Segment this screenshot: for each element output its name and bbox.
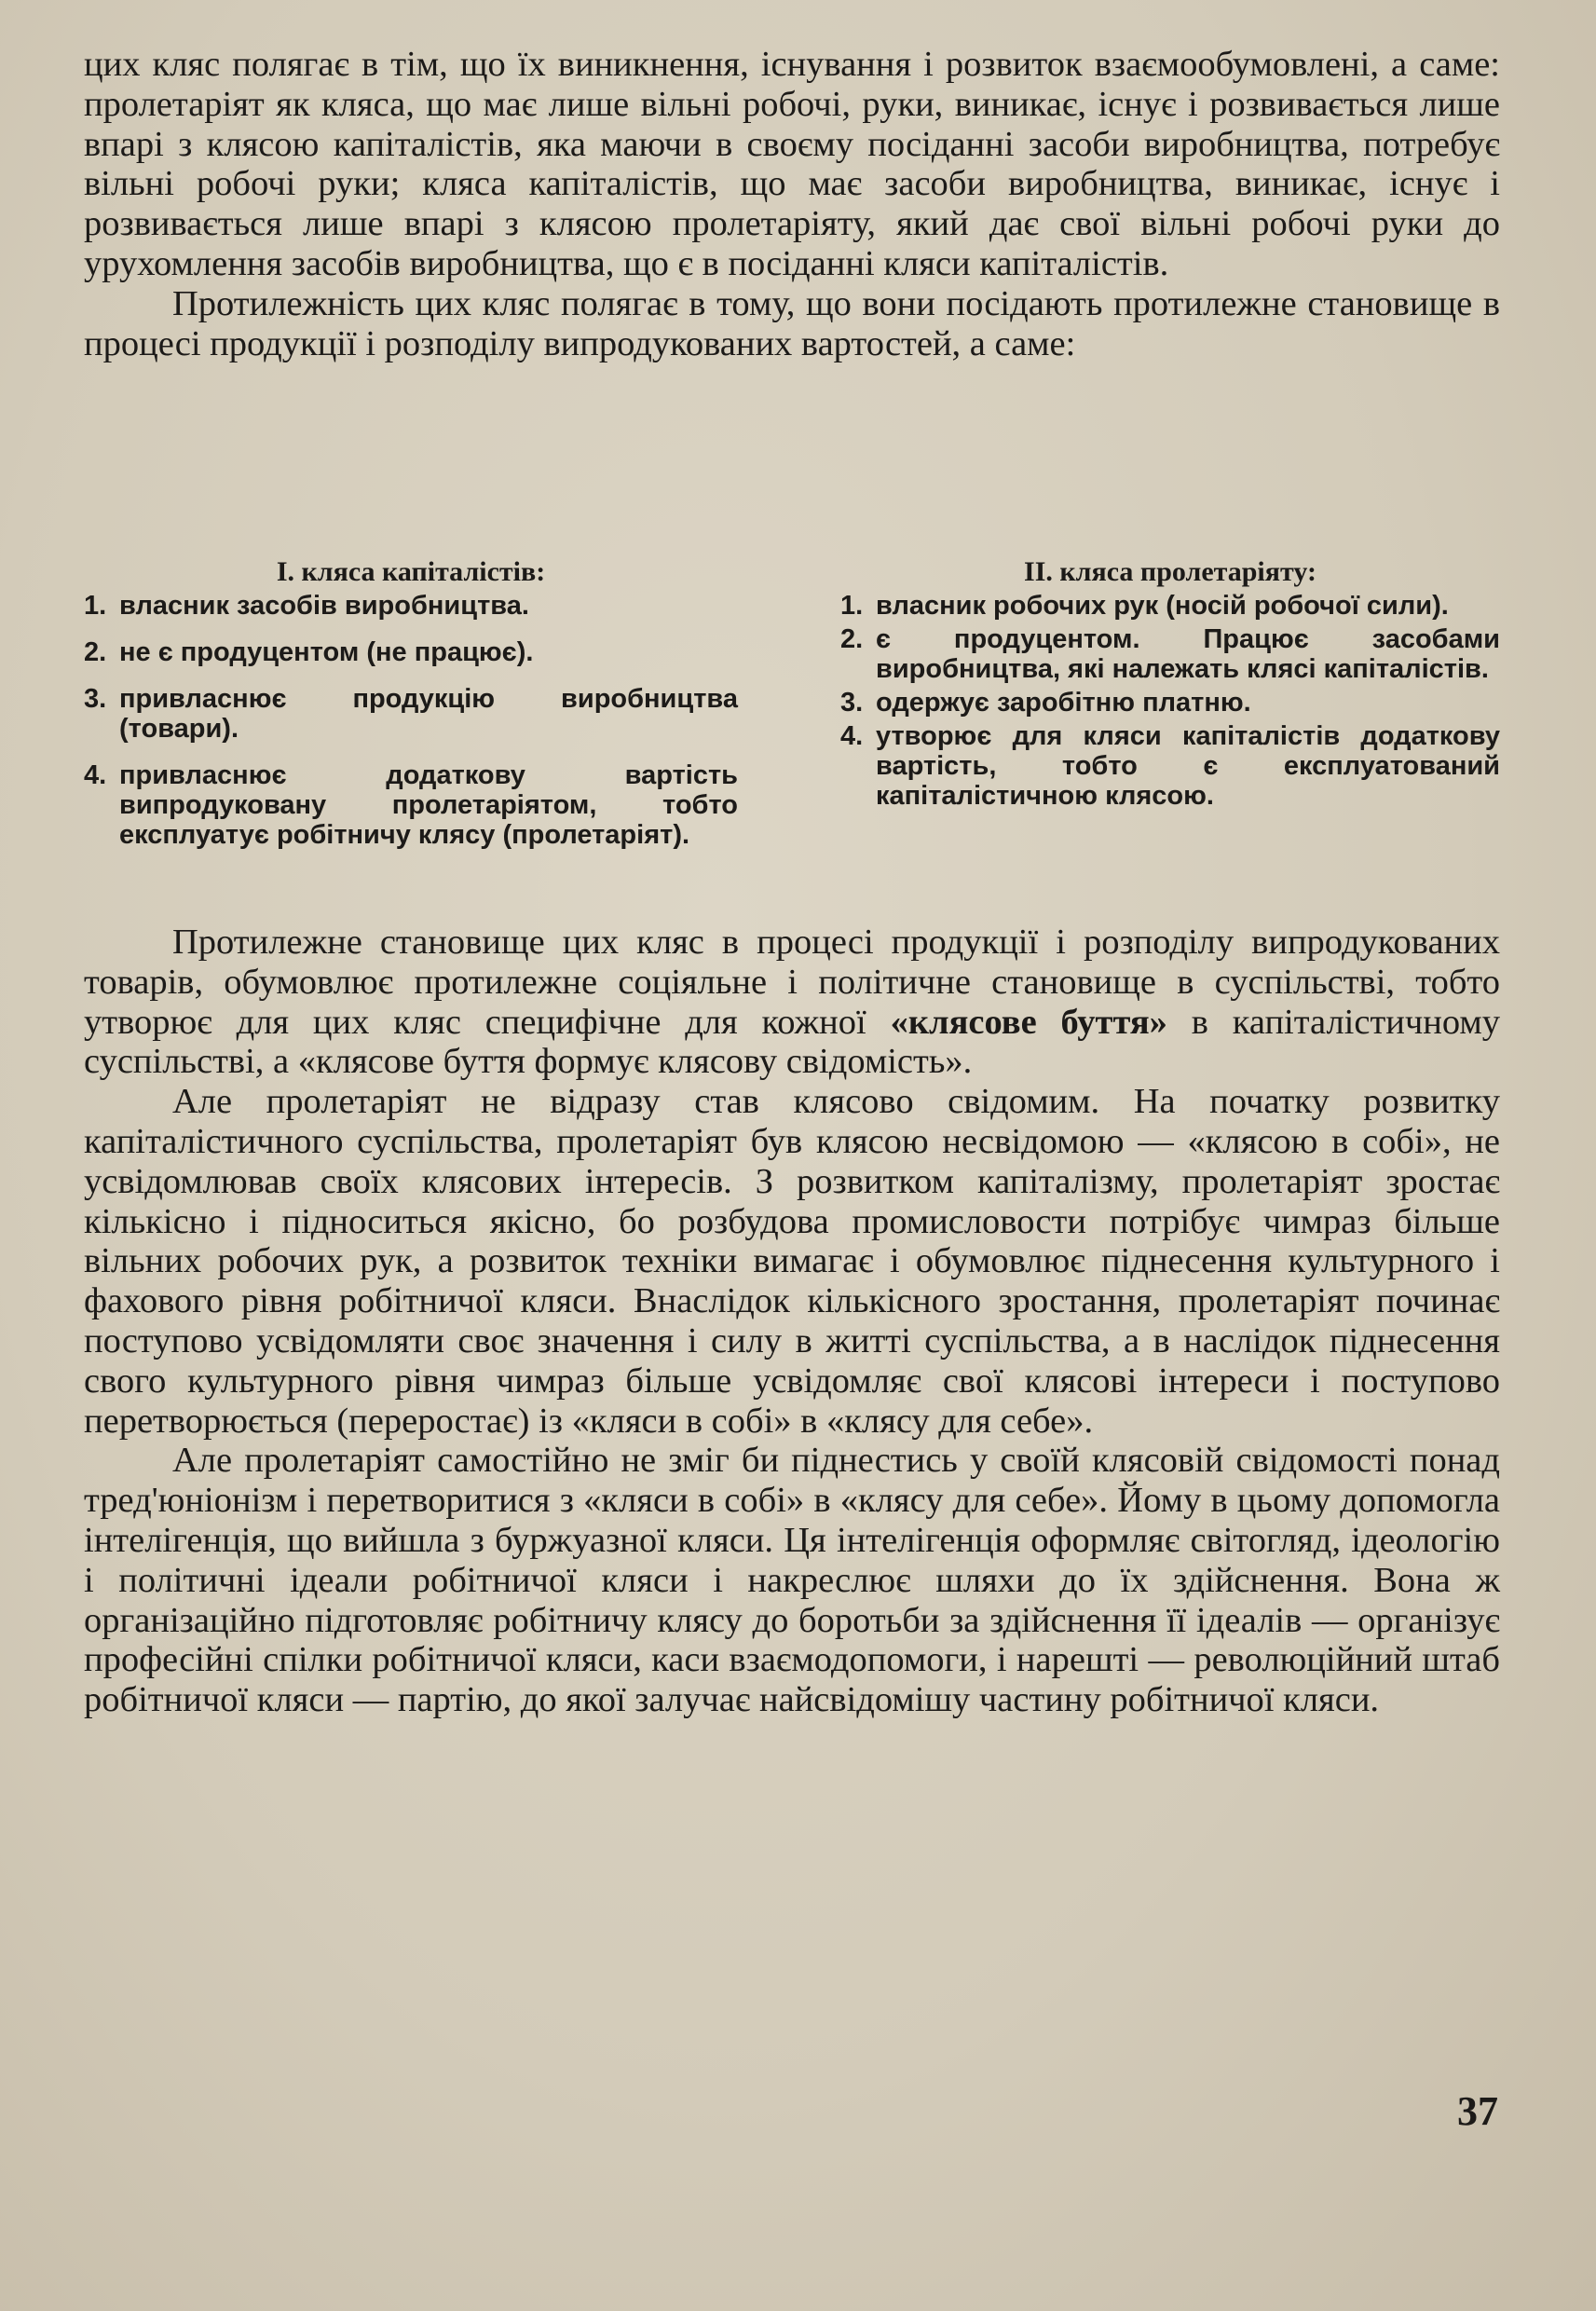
item-text: утворює для кляси капіталістів додаткову вартість, тобто є експлуатований капіталістичною клясою.	[876, 721, 1500, 811]
item-text: не є продуцентом (не працює).	[119, 637, 534, 667]
capitalist-class-title: I. кляса капіталістів:	[276, 556, 546, 587]
item-text: одержує заробітню платню.	[876, 688, 1251, 718]
item-number: 4.	[840, 721, 864, 751]
item-number: 4.	[84, 760, 107, 790]
top-text-block	[84, 45, 1500, 363]
proletariat-class-title: II. кляса пролетаріяту:	[1024, 556, 1316, 587]
item-text: привласнює додаткову вартість випродуковану пролетаріятом, тобто експлуатує робітничу клясу (пролетаріят).	[119, 760, 738, 850]
proletariat-class-list	[840, 591, 1500, 811]
list-item	[84, 591, 738, 621]
list-item	[840, 624, 1500, 684]
item-number: 3.	[840, 688, 864, 718]
item-number: 3.	[84, 684, 107, 714]
capitalist-class-column	[84, 557, 738, 867]
paragraph-class-consciousness	[84, 1082, 1500, 1441]
paragraph-intelligentsia	[84, 1441, 1500, 1720]
paragraph-continuation: цих кляс полягає в тім, що їх виникнення, існування і розвиток взаємообумовлені, а саме: пролетаріят як кляса, що має лише вільні робочі, руки, виникає, існує і розвивається лише впарі з клясою капіталістів, яка маючи в своєму посіданні засоби виробництва, потребує вільні робочі руки; кляса капіталістів, що має засоби виробництва, виникає, існує і розвивається лише впарі з клясою пролетаріяту, який дає свої вільні робочі руки до урухомлення засобів виробництва, що є в посіданні кляси капіталістів.	[84, 45, 1500, 283]
item-text: власник робочих рук (носій робочої сили).	[876, 591, 1449, 621]
class-comparison-columns	[84, 557, 1500, 921]
page-number: 37	[1457, 2088, 1498, 2134]
paragraph-text: в капіталістичному суспільстві, а «клясове буття формує клясову свідомість».	[84, 1002, 1500, 1082]
item-number: 2.	[840, 624, 864, 654]
list-item	[840, 688, 1500, 718]
list-item	[84, 637, 738, 667]
paragraph-text: Але пролетаріят самостійно не зміг би піднестись у своїй клясовій свідомості понад тред'юніонізм і перетворитися з «кляси в собі» в «клясу для себе». Йому в цьому допомогла інтелігенція, що вийшла з буржуазної кляси. Ця інтелігенція оформляє світогляд, ідеологію і політичні ідеали робітничої кляси і накреслює шляхи до їх здійснення. Вона ж організаційно підготовляє робітничу клясу до боротьби за здійснення її ідеалів — організує професійні спілки робітничої кляси, каси взаємодопомоги, і нарешті — революційний штаб робітничої кляси — партію, до якої залучає найсвідомішу частину робітничої кляси.	[84, 1441, 1500, 1720]
list-item	[84, 684, 738, 744]
paragraph-class-being	[84, 923, 1500, 1082]
item-number: 2.	[84, 637, 107, 667]
paragraph-text: Але пролетаріят не відразу став клясово свідомим. На початку розвитку капіталістичного суспільства, пролетаріят був клясою несвідомою — «клясою в собі», не усвідомлював своїх клясових інтересів. З розвитком капіталізму, пролетаріят зростає кількісно і підноситься якісно, бо розбудова промисловости потрібує чимраз більше вільних робочих рук, а розвиток техніки вимагає і обумовлює піднесення культурного і фахового рівня робітничої кляси. Внаслідок кількісного зростання, пролетаріят починає поступово усвідомляти своє значення і силу в житті суспільства, а в наслідок піднесення свого культурного рівня чимраз більше усвідомляє свої клясові інтереси і поступово перетворюється (переростає) із «кляси в собі» в «клясу для себе».	[84, 1082, 1500, 1441]
paragraph-text: Протилежне становище цих кляс в процесі продукції і розподілу випродукованих товарів, обумовлює протилежне соціяльне і політичне становище в суспільстві, тобто утворює для цих кляс специфічне для кожної	[84, 923, 1500, 1042]
item-text: привласнює продукцію виробництва (товари).	[119, 684, 738, 744]
proletariat-class-column	[840, 557, 1500, 814]
list-item	[840, 591, 1500, 621]
list-item	[840, 721, 1500, 811]
emphasis-term: «клясове буття»	[890, 1002, 1167, 1042]
item-text: є продуцентом. Працює засобами виробництва, які належать клясі капіталістів.	[876, 624, 1500, 684]
item-number: 1.	[84, 591, 107, 621]
item-number: 1.	[840, 591, 864, 621]
bottom-text-block	[84, 923, 1500, 1720]
item-text: власник засобів виробництва.	[119, 591, 529, 621]
capitalist-class-list	[84, 591, 738, 850]
paragraph-opposition: Протилежність цих кляс полягає в тому, що вони посідають протилежне становище в процесі продукції і розподілу випродукованих вартостей, а саме:	[84, 283, 1500, 363]
list-item	[84, 760, 738, 850]
